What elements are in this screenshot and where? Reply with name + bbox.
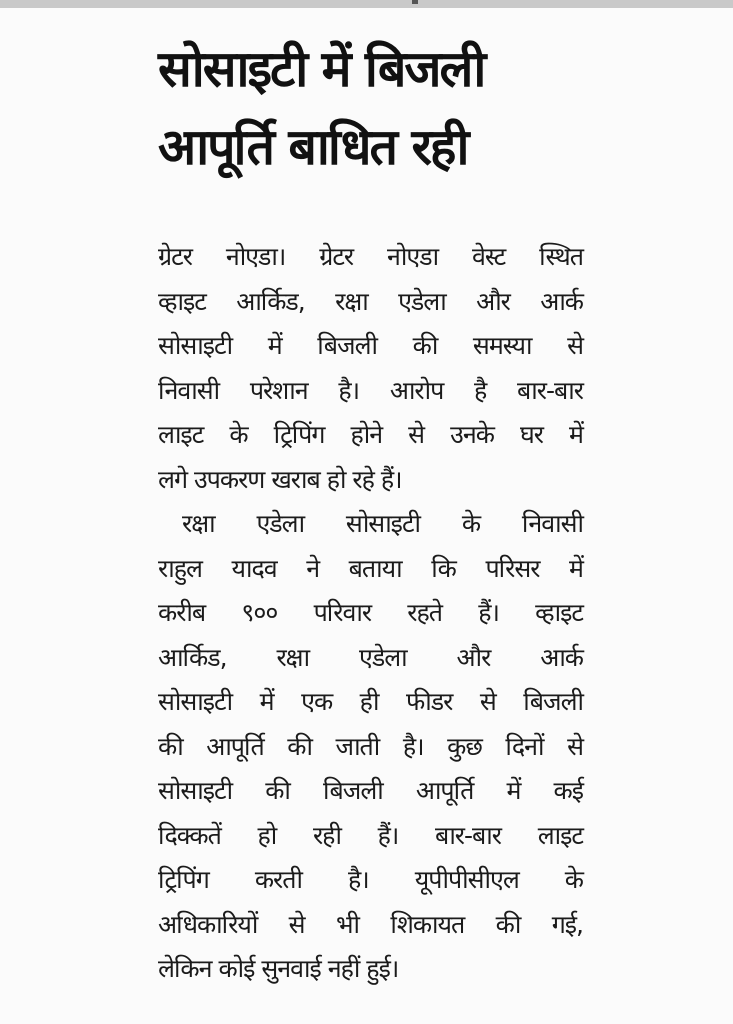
headline — [158, 30, 583, 186]
body-line: लगे उपकरण खराब हो रहे हैं। — [158, 464, 402, 494]
top-strip-mark — [412, 0, 418, 4]
body-line: ट्रिपिंग करती है। यूपीपीसीएल के — [158, 865, 583, 894]
body-line: सोसाइटी की बिजली आपूर्ति में कई — [158, 776, 583, 805]
body-line: निवासी परेशान है। आरोप है बार-बार — [158, 375, 583, 405]
headline-line-2: आपूर्ति बाधित रही — [158, 118, 468, 176]
body-line: व्हाइट आर्किड, रक्षा एडेला और आर्क — [158, 286, 583, 316]
body-line: ग्रेटर नोएडा। ग्रेटर नोएडा वेस्ट स्थित — [158, 242, 583, 271]
body-line: लाइट के ट्रिपिंग होने से उनके घर में — [158, 420, 583, 449]
body-line: सोसाइटी में एक ही फीडर से बिजली — [158, 687, 583, 716]
body-line: दिक्कतें हो रही हैं। बार-बार लाइट — [158, 820, 583, 850]
body-line: लेकिन कोई सुनवाई नहीं हुई। — [158, 954, 399, 983]
body-line: राहुल यादव ने बताया कि परिसर में — [158, 553, 583, 583]
headline-line-1: सोसाइटी में बिजली — [158, 40, 485, 98]
body-line: सोसाइटी में बिजली की समस्या से — [158, 331, 583, 360]
paragraph-1 — [158, 235, 583, 502]
body-line: करीब ९०० परिवार रहते हैं। व्हाइट — [158, 598, 583, 627]
body-line: रक्षा एडेला सोसाइटी के निवासी — [182, 509, 583, 538]
top-strip — [0, 0, 733, 8]
paragraph-2 — [158, 502, 583, 992]
newspaper-clipping — [158, 30, 583, 1024]
body-line: की आपूर्ति की जाती है। कुछ दिनों से — [158, 731, 583, 761]
body-line: आर्किड, रक्षा एडेला और आर्क — [158, 642, 583, 672]
body-line: अधिकारियों से भी शिकायत की गई, — [158, 909, 583, 939]
article-body — [158, 235, 583, 992]
